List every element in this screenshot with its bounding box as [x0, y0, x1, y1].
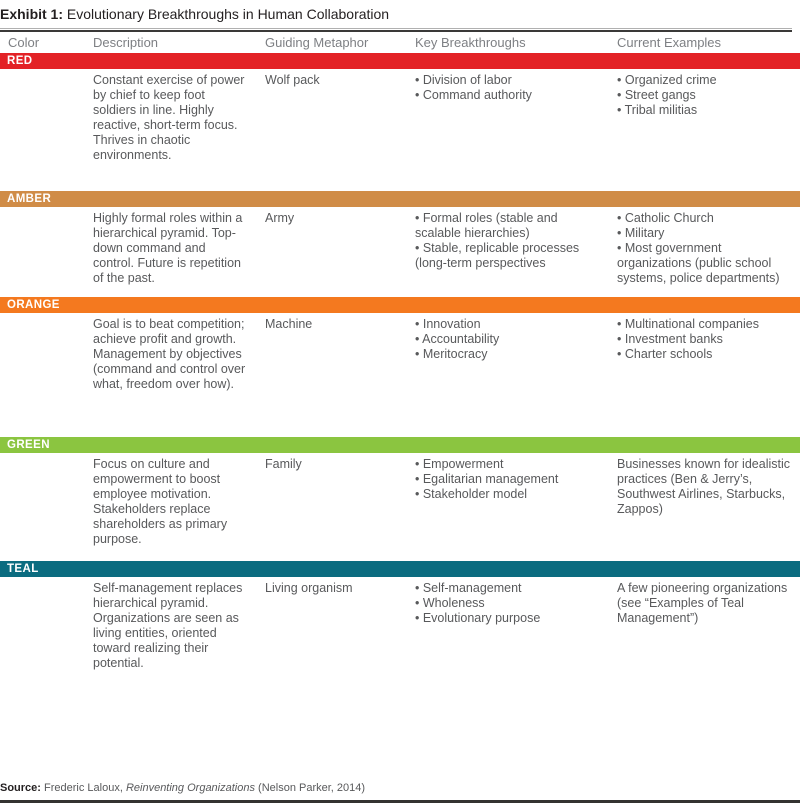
- list-item: • Accountability: [415, 332, 500, 346]
- orange-breakthroughs-cell: [415, 317, 617, 437]
- list-item: • Egalitarian management: [415, 472, 559, 486]
- green-color-bar: [0, 437, 800, 453]
- green-row-content: [0, 453, 800, 561]
- section-orange: [0, 297, 800, 437]
- section-red: [0, 53, 800, 191]
- orange-color-bar: [0, 297, 800, 313]
- list-item: • Formal roles (stable and scalable hierarchies): [415, 211, 558, 240]
- column-header-current-examples: Current Examples: [617, 35, 722, 50]
- column-header-key-breakthroughs: Key Breakthroughs: [415, 35, 526, 50]
- red-metaphor-cell: Wolf pack: [265, 73, 320, 87]
- teal-row-content: [0, 577, 800, 782]
- title-block: [0, 0, 800, 32]
- green-metaphor-cell: Family: [265, 457, 302, 471]
- amber-metaphor-cell: Army: [265, 211, 295, 225]
- amber-description-cell: Highly formal roles within a hierarchical pyramid. Top-down command and control. Future is repetition of the past.: [93, 211, 243, 285]
- list-item: • Meritocracy: [415, 347, 488, 361]
- column-header-description: Description: [93, 35, 159, 50]
- footer: [0, 782, 800, 803]
- list-item: • Empowerment: [415, 457, 504, 471]
- exhibit-title-prefix: Exhibit 1:: [0, 6, 64, 22]
- red-description-cell: Constant exercise of power by chief to keep foot soldiers in line. Highly reactive, short-term focus. Thrives in chaotic environments.: [93, 73, 245, 162]
- list-item: • Wholeness: [415, 596, 485, 610]
- list-item: • Catholic Church: [617, 211, 714, 225]
- section-green: [0, 437, 800, 561]
- red-examples-cell: [617, 73, 800, 191]
- list-item: • Most government organizations (public school systems, police departments): [617, 241, 780, 285]
- list-item: • Military: [617, 226, 665, 240]
- list-item: • Evolutionary purpose: [415, 611, 541, 625]
- red-color-bar: [0, 53, 800, 69]
- list-item: • Stable, replicable processes (long-term perspectives: [415, 241, 580, 270]
- green-breakthroughs-cell: [415, 457, 617, 561]
- red-row-content: [0, 69, 800, 191]
- amber-row-content: [0, 207, 800, 297]
- list-item: A few pioneering organizations (see “Examples of Teal Management”): [617, 581, 788, 625]
- amber-examples-cell: [617, 211, 800, 297]
- source-publisher: (Nelson Parker, 2014): [254, 782, 366, 794]
- list-item: • Division of labor: [415, 73, 512, 87]
- teal-color-bar: [0, 561, 800, 577]
- orange-metaphor-cell: Machine: [265, 317, 313, 331]
- list-item: • Command authority: [415, 88, 532, 102]
- amber-color-bar: [0, 191, 800, 207]
- list-item: • Investment banks: [617, 332, 723, 346]
- list-item: Businesses known for idealistic practices (Ben & Jerry’s, Southwest Airlines, Starbucks, Zappos): [617, 457, 790, 516]
- source-label: Source:: [0, 782, 41, 794]
- teal-breakthroughs-cell: [415, 581, 617, 782]
- list-item: • Street gangs: [617, 88, 696, 102]
- teal-examples-cell: [617, 581, 800, 782]
- list-item: • Charter schools: [617, 347, 713, 361]
- source-author: Frederic Laloux,: [40, 782, 126, 794]
- bottom-rule: [0, 800, 800, 803]
- amber-breakthroughs-cell: [415, 211, 617, 297]
- red-breakthroughs-cell: [415, 73, 617, 191]
- teal-color-cell: [0, 581, 93, 782]
- teal-metaphor-cell: Living organism: [265, 581, 353, 595]
- orange-description-cell: Goal is to beat competition; achieve profit and growth. Management by objectives (command and control over what, freedom over how).: [93, 317, 246, 391]
- teal-description-cell: Self-management replaces hierarchical pyramid. Organizations are seen as living entities, oriented toward realizing their potential.: [93, 581, 243, 670]
- orange-examples-cell: [617, 317, 800, 437]
- orange-row-label: ORANGE: [7, 299, 60, 311]
- source-line: [0, 782, 800, 795]
- teal-row-label: TEAL: [7, 563, 39, 575]
- list-item: • Multinational companies: [617, 317, 759, 331]
- list-item: • Organized crime: [617, 73, 717, 87]
- list-item: • Self-management: [415, 581, 522, 595]
- amber-row-label: AMBER: [7, 193, 52, 205]
- list-item: • Innovation: [415, 317, 481, 331]
- orange-color-cell: [0, 317, 93, 437]
- column-header-color: Color: [8, 35, 40, 50]
- table-header-row: [0, 32, 800, 53]
- list-item: • Stakeholder model: [415, 487, 528, 501]
- exhibit-title-text: Evolutionary Breakthroughs in Human Collaboration: [63, 6, 390, 22]
- section-teal: [0, 561, 800, 782]
- red-row-label: RED: [7, 55, 33, 67]
- exhibit-title: [0, 7, 792, 22]
- source-book-title: Reinventing Organizations: [125, 782, 255, 794]
- green-color-cell: [0, 457, 93, 561]
- green-examples-cell: [617, 457, 800, 561]
- section-amber: [0, 191, 800, 297]
- orange-row-content: [0, 313, 800, 437]
- green-row-label: GREEN: [7, 439, 50, 451]
- title-rule-thin: [0, 28, 792, 29]
- list-item: • Tribal militias: [617, 103, 698, 117]
- amber-color-cell: [0, 211, 93, 297]
- column-header-guiding-metaphor: Guiding Metaphor: [265, 35, 369, 50]
- red-color-cell: [0, 73, 93, 191]
- green-description-cell: Focus on culture and empowerment to boost employee motivation. Stakeholders replace shareholders as primary purpose.: [93, 457, 228, 546]
